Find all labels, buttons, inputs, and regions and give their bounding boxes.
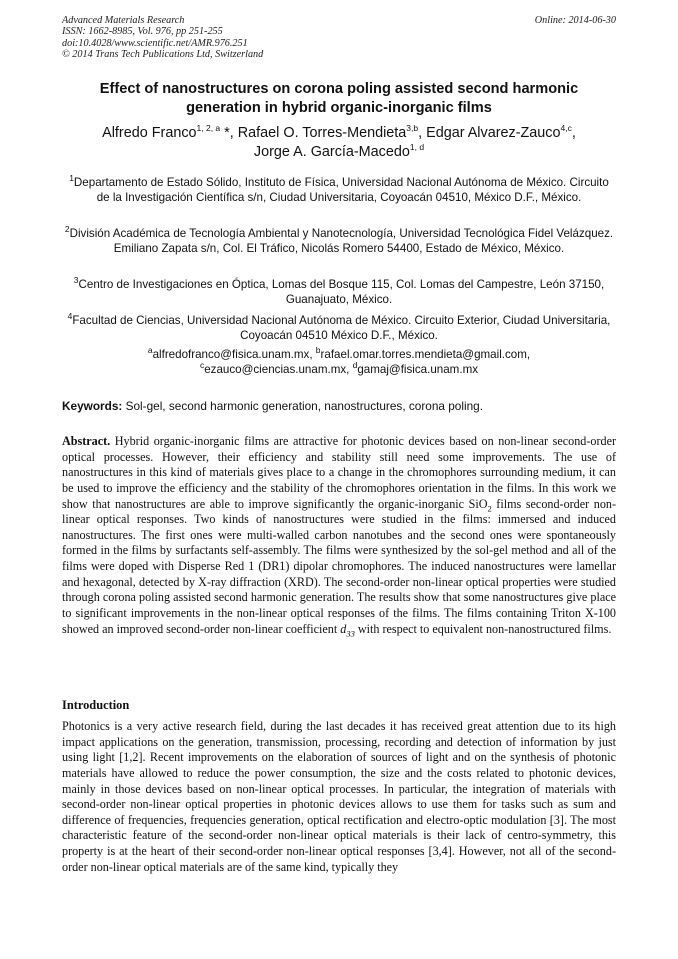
author: Rafael O. Torres-Mendieta$^{3,b}$,: [237, 123, 427, 141]
affiliation-3: $^3$Centro de Investigaciones en Óptica, Lomas del Bosque 115, Col. Lomas del Campestre, León 37150, Guanajuato, México.: [73, 275, 605, 307]
journal-header: [62, 15, 616, 61]
email[interactable]: $^d$gamaj@fisica.unam.mx: [352, 360, 479, 377]
email-list: $^a$alfredofranco@fisica.unam.mx, $^b$rafael.omar.torres.mendieta@gmail.com, $^c$ezauco@ciencias.unam.mx, $^d$gamaj@fisica.unam.mx: [147, 345, 531, 377]
abstract-label: Abstract.: [62, 434, 111, 448]
paper-title: Effect of nanostructures on corona poling assisted second harmonic generation in hybrid organic-inorganic films: [99, 81, 579, 116]
affiliation-1: $^1$Departamento de Estado Sólido, Instituto de Física, Universidad Nacional Autónoma de México. Circuito de la Investigación Científica s/n, Ciudad Universitaria, Coyoacán 04510, México D.F., México.: [69, 173, 609, 205]
email[interactable]: $^a$alfredofranco@fisica.unam.mx: [147, 345, 310, 361]
affiliation-4: $^4$Facultad de Ciencias, Universidad Nacional Autónoma de México. Circuito Exterior, Ciudad Universitaria, Coyoacán 04510 México D.F., México.: [67, 311, 611, 343]
author: Edgar Alvarez-Zauco$^{4,c}$,: [426, 123, 576, 141]
issn-line: ISSN: 1662-8985, Vol. 976, pp 251-255: [62, 26, 223, 38]
email[interactable]: $^b$rafael.omar.torres.mendieta@gmail.com: [315, 345, 527, 361]
keywords-text: Sol-gel, second harmonic generation, nanostructures, corona poling.: [122, 399, 483, 413]
author-list: [62, 124, 616, 162]
author: Jorge A. García-Macedo$^{1, d}$: [253, 142, 425, 160]
section-heading-introduction: Introduction: [62, 698, 130, 712]
doi-line: doi:10.4028/www.scientific.net/AMR.976.251: [62, 37, 248, 49]
keywords-label: Keywords:: [62, 399, 123, 413]
affiliation-2: $^2$División Académica de Tecnología Ambiental y Nanotecnología, Universidad Tecnológica Fidel Velázquez. Emiliano Zapata s/n, Col. El Tráfico, Nicolás Romero 54400, Estado de México, México.: [64, 224, 614, 256]
author: Alfredo Franco$^{1, 2, a}$ *,: [102, 123, 238, 141]
copyright-line: © 2014 Trans Tech Publications Ltd, Switzerland: [62, 49, 264, 61]
email[interactable]: $^c$ezauco@ciencias.unam.mx: [199, 360, 347, 377]
abstract: Abstract. Hybrid organic-inorganic films are attractive for photonic devices based on non-linear second-order optical processes. However, their efficiency and stability still need some improvements. The use of nanostructures in this kind of materials gives place to a change in the chromophores surrounding medium, it can be used to improve the efficiency and the stability of the chromophores orientation in the films. In this work we show that nanostructures are able to improve significantly the organic-inorganic SiO$_2$ films second-order non-linear optical responses. Two kinds of nanostructures were studied in the films: immersed and induced nanostructures. The first ones were multi-walled carbon nanotubes and the second ones were spontaneously formed in the films by surfactants self-assembly. The films were synthesized by the sol-gel method and all of the films were doped with Disperse Red 1 (DR1) dipolar chromophores. The induced nanostructures were lamellar and hexagonal, detected by X-ray diffraction (XRD). The second-order non-linear optical properties were studied through corona poling assisted second harmonic generation. The results show that some nanostructures give place to significant improvements in the non-linear optical responses of the films. The films containing Triton X-100 showed an improved second-order non-linear coefficient $d_{33}$ with respect to equivalent non-nanostructured films.: [62, 434, 617, 638]
online-date: Online: 2014-06-30: [534, 15, 616, 26]
keywords: [62, 399, 616, 414]
journal-name: Advanced Materials Research: [62, 15, 185, 26]
introduction-text: Photonics is a very active research field, during the last decades it has received great attention due to its high impact applications on the generation, transmission, processing, recording and detection of information by just using light [1,2]. Recent improvements on the elaboration of sources of light and on the synthesis of photonic materials have allowed to reduce the power consumption, the size and the costs related to photonic devices, mainly in those devices based on non-linear optical processes. In particular, the integration of materials with second-order non-linear optical properties in photonic devices allows to use them for tasks such as sum and difference of frequencies, frequencies generation, optical rectification and electro-optic modulation [3]. The most characteristic feature of the second-order non-linear optical materials is their lack of centro-symmetry, this property is at the heart of their second-order non-linear optical responses [3,4]. However, not all of the second-order non-linear optical materials are of the same kind, typically they: [62, 719, 616, 874]
